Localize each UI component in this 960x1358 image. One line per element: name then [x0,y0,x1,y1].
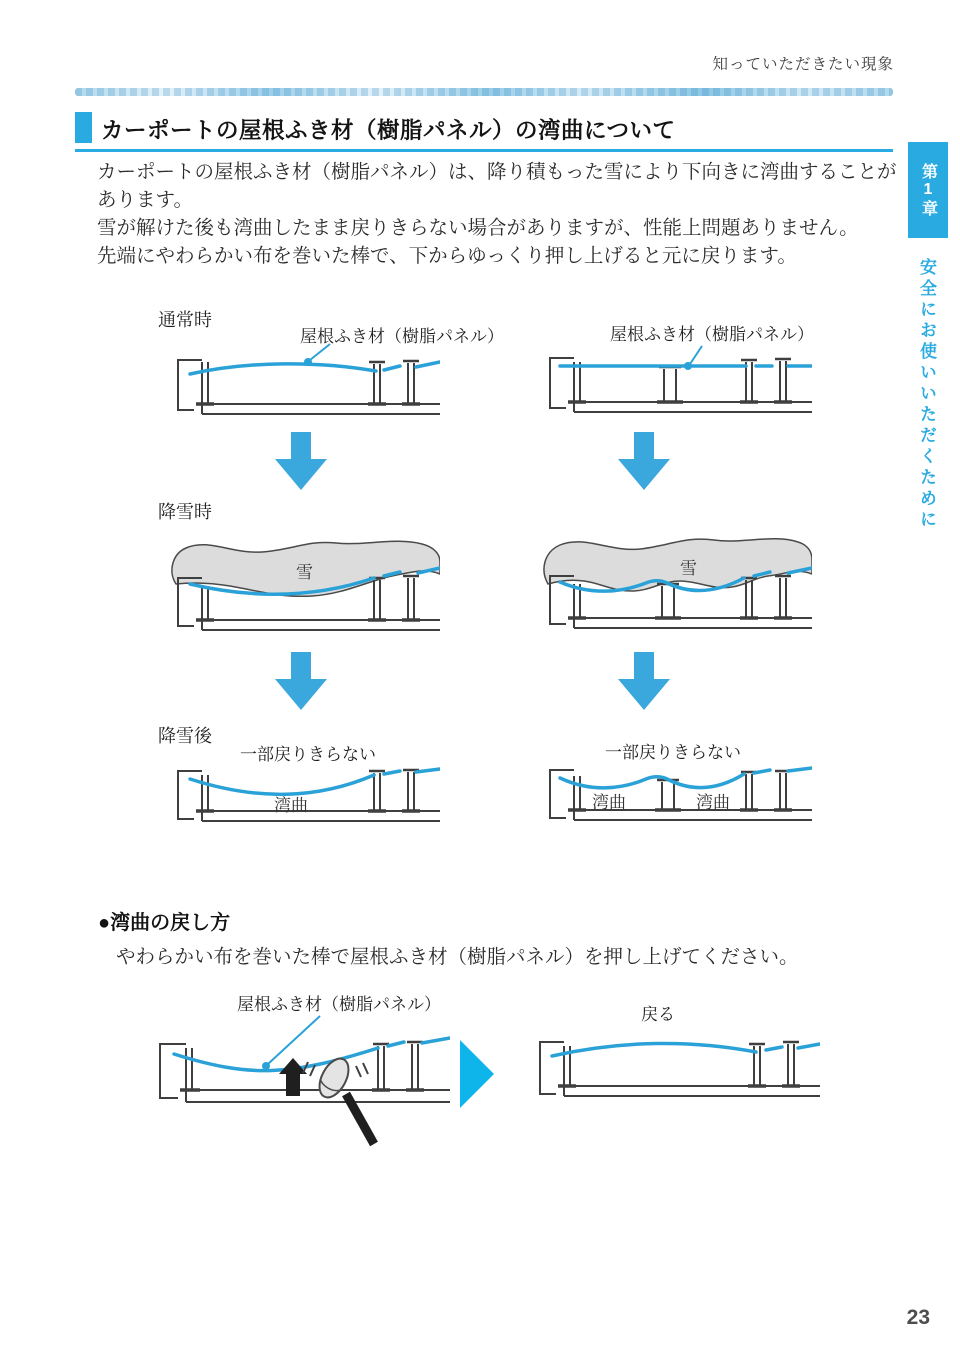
down-arrow-icon [275,652,327,710]
stage-label-after-snow: 降雪後 [158,726,212,746]
stage-label-snowing: 降雪時 [158,502,212,522]
panel-label: 屋根ふき材（樹脂パネル） [300,327,504,346]
page-title: カーポートの屋根ふき材（樹脂パネル）の湾曲について [101,118,676,143]
paragraph: 雪が解けた後も湾曲したまま戻りきらない場合がありますが、性能上問題ありません。 [97,217,859,239]
return-label: 戻る [641,1005,675,1024]
diagram-snow-single-span [168,534,440,640]
push-stick-icon [303,1054,374,1144]
chapter-badge [908,142,948,238]
diagram-normal-single-span [168,352,440,424]
next-arrow-icon [460,1040,494,1108]
body-copy [97,158,897,270]
down-arrow-icon [275,432,327,490]
partial-no-return-label: 一部戻りきらない [605,743,741,762]
down-arrow-icon [618,432,670,490]
running-header: 知っていただきたい現象 [712,56,894,73]
panel-label: 屋根ふき材（樹脂パネル） [237,995,441,1014]
snow-label: 雪 [296,563,313,582]
paragraph: 先端にやわらかい布を巻いた棒で、下からゆっくり押し上げると元に戻ります。 [97,245,797,267]
diagram-snow-multi-span [540,530,812,642]
diagram-bent-single-span [168,765,440,825]
snow-label: 雪 [680,559,697,578]
bend-label: 湾曲 [696,793,730,812]
diagram-bent-multi-span [540,762,812,824]
page-number: 23 [906,1306,930,1329]
bend-label: 湾曲 [592,793,626,812]
down-arrow-icon [618,652,670,710]
chapter-title-vertical: 安全にお使いいただくために [917,258,936,531]
panel-label: 屋根ふき材（樹脂パネル） [610,325,814,344]
brush-stroke-divider [75,88,893,96]
chapter-badge-label: 第1章 [919,162,937,218]
section-marker [75,112,92,143]
howto-heading: ●湾曲の戻し方 [98,912,231,934]
howto-text: やわらかい布を巻いた棒で屋根ふき材（樹脂パネル）を押し上げてください。 [116,946,799,968]
title-underline [75,149,893,152]
stage-label-normal: 通常時 [158,310,212,330]
diagram-push-up [150,1032,450,1150]
diagram-restored [528,1032,820,1104]
bend-label: 湾曲 [274,796,308,815]
paragraph: カーポートの屋根ふき材（樹脂パネル）は、降り積もった雪により下向きに湾曲することがあります。 [97,161,897,211]
partial-no-return-label: 一部戻りきらない [240,745,376,764]
diagram-normal-multi-span [540,350,812,424]
